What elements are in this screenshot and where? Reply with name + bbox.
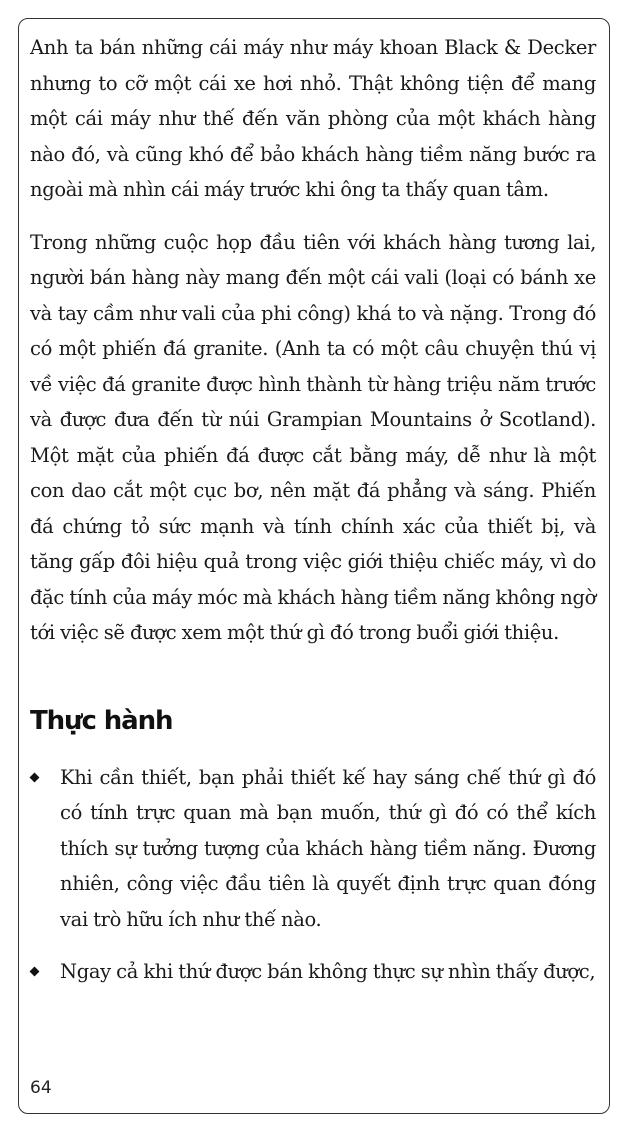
section-heading: Thực hành [30, 705, 173, 736]
list-item [30, 760, 596, 938]
list-item [30, 954, 596, 990]
bullet-list [30, 760, 596, 990]
bullet-diamond-icon [30, 967, 40, 977]
list-item-text: Ngay cả khi thứ được bán không thực sự nhìn thấy được, [60, 960, 596, 983]
bullet-diamond-icon [30, 772, 40, 782]
page-content [30, 30, 596, 1007]
list-item-text: Khi cần thiết, bạn phải thiết kế hay sáng chế thứ gì đó có tính trực quan mà bạn muốn, thứ gì đó có thể kích thích sự tưởng tượng của khách hàng tiềm năng. Đương nhiên, công việc đầu tiên là quyết định trực quan đóng vai trò hữu ích như thế nào. [60, 765, 596, 931]
paragraph-2: Trong những cuộc họp đầu tiên với khách hàng tương lai, người bán hàng này mang đến một cái vali (loại có bánh xe và tay cầm như vali của phi công) khá to và nặng. Trong đó có một phiến đá granite. (Anh ta có một câu chuyện thú vị về việc đá granite được hình thành từ hàng triệu năm trước và được đưa đến từ núi Grampian Mountains ở Scotland). Một mặt của phiến đá được cắt bằng máy, dễ như là một con dao cắt một cục bơ, nên mặt đá phẳng và sáng. Phiến đá chứng tỏ sức mạnh và tính chính xác của thiết bị, và tăng gấp đôi hiệu quả trong việc giới thiệu chiếc máy, vì do đặc tính của máy móc mà khách hàng tiềm năng không ngờ tới việc sẽ được xem một thứ gì đó trong buổi giới thiệu. [30, 230, 596, 644]
page-number: 64 [30, 1078, 52, 1098]
paragraph-1: Anh ta bán những cái máy như máy khoan Black & Decker nhưng to cỡ một cái xe hơi nhỏ. Thật không tiện để mang một cái máy như thế đến văn phòng của một khách hàng nào đó, và cũng khó để bảo khách hàng tiềm năng bước ra ngoài mà nhìn cái máy trước khi ông ta thấy quan tâm. [30, 36, 596, 201]
